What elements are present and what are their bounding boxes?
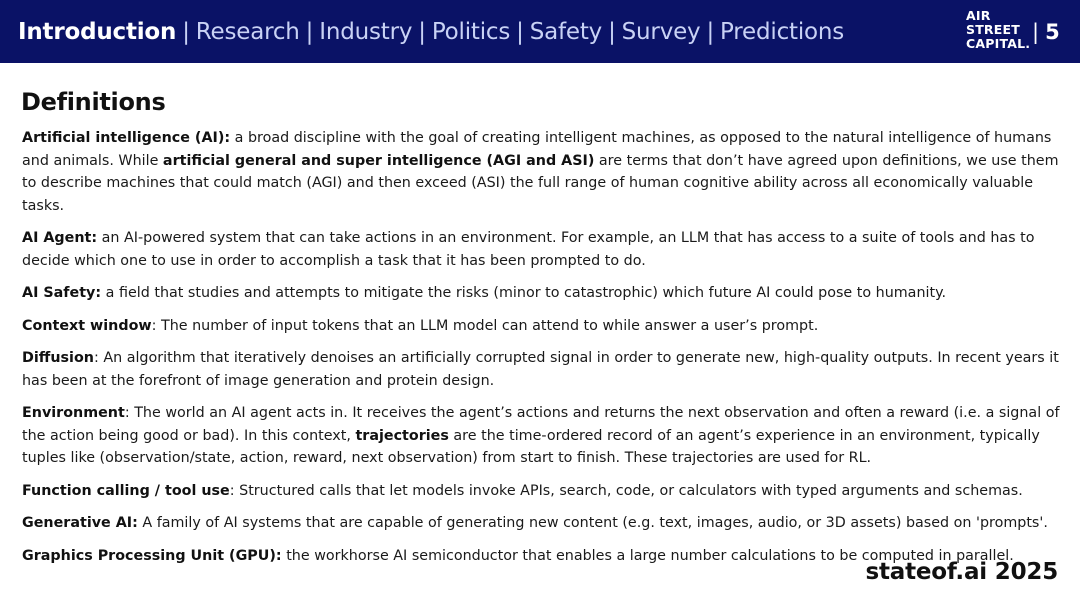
definition-environment [22, 402, 1062, 470]
definition-diffusion [22, 347, 1062, 392]
definition-term: Graphics Processing Unit (GPU): [22, 547, 282, 564]
page-number-value: 5 [1045, 20, 1060, 44]
logo-line: CAPITAL. [966, 36, 1031, 51]
definition-text: : The world an AI agent acts in. It receives the agent’s actions and returns the next observation and often a reward (i.e. a signal of the action being good or bad). In this context, [22, 405, 1060, 444]
nav-item-survey[interactable]: Survey [621, 19, 701, 45]
definition-ai-agent [22, 227, 1062, 272]
definition-term: Context window [22, 317, 152, 334]
footer-brand: stateof.ai 2025 [865, 559, 1058, 585]
page-title: Definitions [21, 88, 166, 116]
nav-item-research[interactable]: Research [195, 19, 300, 45]
definition-text: are terms that don’t have agreed upon definitions, we use them to describe machines that could match (AGI) and then exceed (ASI) the full range of human cognitive ability across all economically valuable tasks. [22, 152, 1059, 214]
definition-text: an AI-powered system that can take actions in an environment. For example, an LLM that has access to a suite of tools and has to decide which one to use in order to accomplish a task that it has been prompted to do. [22, 230, 1035, 269]
page-number-separator: | [1032, 20, 1040, 44]
nav-separator: | [516, 19, 524, 45]
definition-ai-safety [22, 282, 1062, 305]
definition-text: : Structured calls that let models invoke APIs, search, code, or calculators with typed arguments and schemas. [229, 482, 1023, 499]
nav-item-safety[interactable]: Safety [529, 19, 603, 45]
nav-separator: | [305, 19, 314, 45]
definition-term: trajectories [355, 427, 449, 444]
definition-term: Artificial intelligence (AI): [22, 130, 231, 146]
definition-text: A family of AI systems that are capable of generating new content (e.g. text, images, audio, or 3D assets) based on 'prompts'. [137, 515, 1048, 531]
definition-context-window [22, 315, 1062, 338]
definition-term: Environment [22, 405, 125, 421]
definition-generative-ai [22, 512, 1062, 535]
header-bar [0, 0, 1080, 63]
page-number [1032, 0, 1060, 63]
definition-text: the workhorse AI semiconductor that enables a large number calculations to be computed in parallel. [281, 547, 1014, 564]
definition-term: Function calling / tool use [22, 482, 230, 499]
nav-item-politics[interactable]: Politics [431, 19, 511, 45]
definition-text: a broad discipline with the goal of creating intelligent machines, as opposed to the natural intelligence of humans and animals. While [22, 130, 1052, 169]
air-street-capital-logo [966, 8, 1031, 51]
nav-separator: | [418, 19, 426, 45]
definition-ai [22, 127, 1062, 217]
logo-line: AIR [966, 8, 991, 23]
definition-function-calling [22, 480, 1062, 503]
definition-term: artificial general and super intelligence (AGI and ASI) [162, 152, 595, 169]
definition-text: are the time-ordered record of an agent’s experience in an environment, typically tuples like (observation/state, action, reward, next observation) from start to finish. These trajectories are used for RL. [22, 427, 1040, 466]
definition-term: Generative AI: [22, 515, 138, 531]
logo-line: STREET [966, 22, 1020, 37]
definition-term: AI Safety: [22, 285, 102, 301]
nav-item-introduction[interactable]: Introduction [18, 19, 177, 45]
nav-item-industry[interactable]: Industry [319, 19, 413, 45]
definitions-list [22, 127, 1062, 577]
definition-term: AI Agent: [22, 230, 98, 246]
nav-item-predictions[interactable]: Predictions [720, 19, 845, 45]
definition-text: a field that studies and attempts to mitigate the risks (minor to catastrophic) which future AI could pose to humanity. [101, 285, 947, 301]
nav-separator: | [706, 19, 715, 45]
nav-separator: | [182, 19, 190, 45]
nav-separator: | [608, 19, 616, 45]
section-nav [18, 0, 844, 63]
definition-text: : The number of input tokens that an LLM model can attend to while answer a user’s prompt. [151, 317, 819, 334]
definition-text: : An algorithm that iteratively denoises an artificially corrupted signal in order to generate new, high-quality outputs. In recent years it has been at the forefront of image generation and protein design. [22, 350, 1059, 389]
definition-term: Diffusion [22, 350, 94, 366]
